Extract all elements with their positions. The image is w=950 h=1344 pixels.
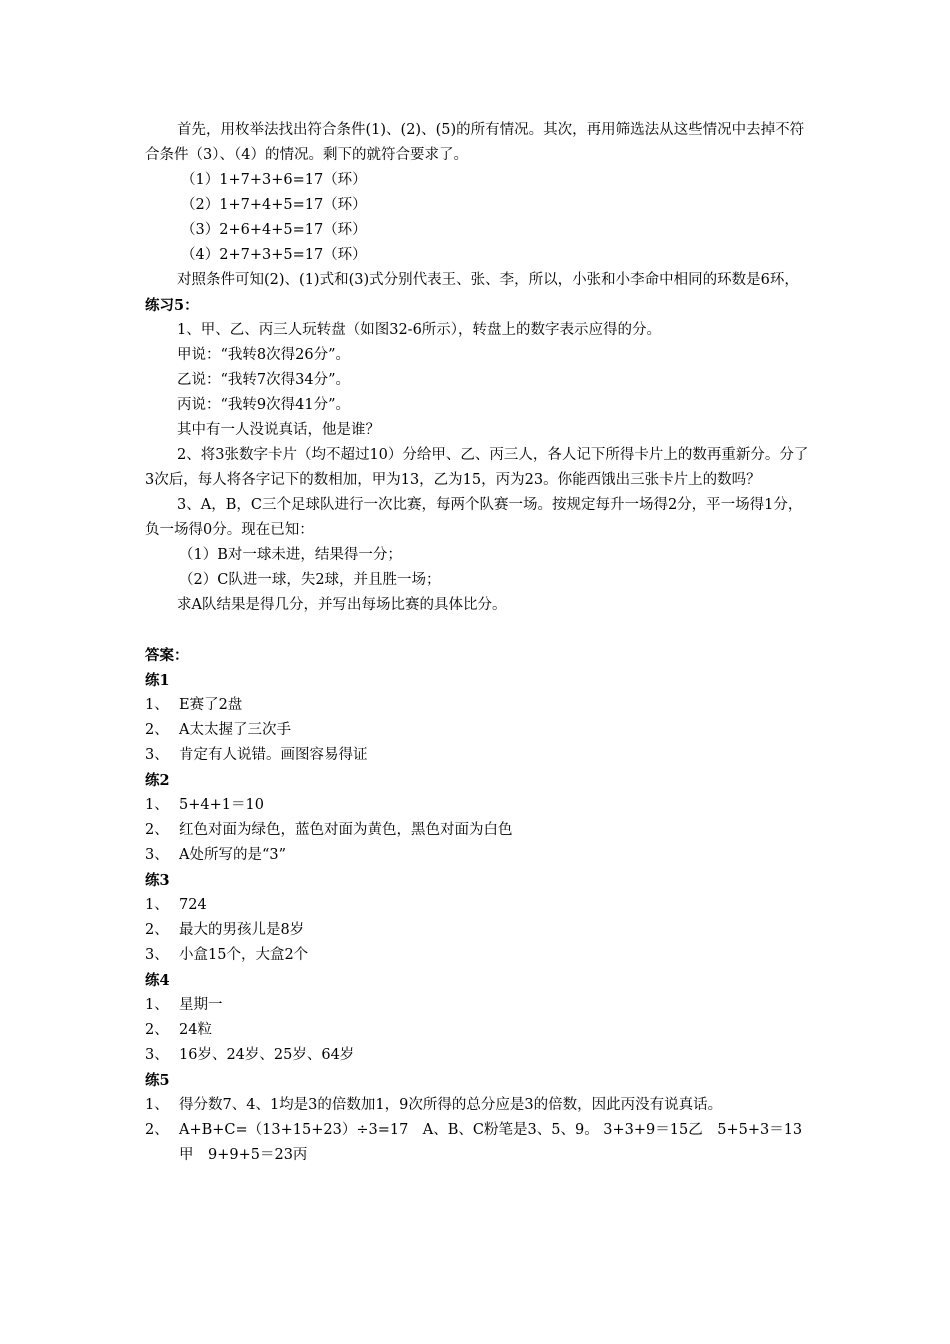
answer-section-title: 练4 — [145, 972, 170, 989]
question-1-statement: 乙说：“我转7次得34分”。 — [177, 372, 351, 388]
answer-number: 1、 — [145, 697, 169, 713]
question-2: 2、将3张数字卡片（均不超过10）分给甲、乙、丙三人，各人记下所得卡片上的数再重新分。分了3次后，每人将各字记下的数相加，甲为13，乙为15，丙为23。你能西饿出三张卡片上的数吗？ — [145, 447, 809, 488]
answer-text: 724 — [179, 897, 207, 913]
answer-section-title: 练1 — [145, 672, 170, 689]
intro-paragraph: 首先，用枚举法找出符合条件(1)、(2)、(5)的所有情况。其次，再用筛选法从这些情况中去掉不符合条件（3）、（4）的情况。剩下的就符合要求了。 — [145, 122, 805, 163]
answer-item — [145, 793, 810, 818]
answer-number: 2、 — [145, 1122, 169, 1138]
answer-number: 1、 — [145, 897, 169, 913]
answer-number: 2、 — [145, 722, 169, 738]
answer-item — [145, 1118, 810, 1168]
answer-number: 3、 — [145, 847, 169, 863]
answer-text: A+B+C=（13+15+23）÷3=17 A、B、C粉笔是3、5、9。 3+3+9＝15乙 5+5+3＝13甲 9+9+5＝23丙 — [179, 1122, 803, 1163]
answer-item — [145, 893, 810, 918]
answer-text: 5+4+1＝10 — [179, 797, 264, 813]
answer-number: 2、 — [145, 822, 169, 838]
conclusion-paragraph: 对照条件可知(2)、(1)式和(3)式分别代表王、张、李，所以，小张和小李命中相同的环数是6环， — [177, 272, 799, 288]
spacer — [145, 618, 810, 643]
answer-item — [145, 743, 810, 768]
answer-item — [145, 693, 810, 718]
answer-number: 3、 — [145, 947, 169, 963]
answer-number: 3、 — [145, 1047, 169, 1063]
answer-text: 星期一 — [179, 997, 223, 1013]
question-3-ask: 求A队结果是得几分，并写出每场比赛的具体比分。 — [177, 597, 507, 613]
answer-item — [145, 1018, 810, 1043]
answer-text: 24粒 — [179, 1022, 212, 1038]
answers-heading: 答案： — [145, 647, 189, 664]
exercise5-heading: 练习5： — [145, 297, 199, 314]
answer-number: 1、 — [145, 997, 169, 1013]
answer-text: 肯定有人说错。画图容易得证 — [179, 747, 368, 763]
answer-item — [145, 818, 810, 843]
answer-text: 16岁、24岁、25岁、64岁 — [179, 1047, 355, 1063]
answer-text: 红色对面为绿色，蓝色对面为黄色，黑色对面为白色 — [179, 822, 513, 838]
answer-number: 3、 — [145, 747, 169, 763]
answer-item — [145, 993, 810, 1018]
question-1-ask: 其中有一人没说真话，他是谁？ — [177, 422, 380, 438]
answer-section-title: 练5 — [145, 1072, 170, 1089]
answer-number: 2、 — [145, 922, 169, 938]
question-1-statement: 丙说：“我转9次得41分”。 — [177, 397, 351, 413]
answer-item — [145, 918, 810, 943]
answer-section-title: 练2 — [145, 772, 170, 789]
answer-text: A处所写的是“3” — [179, 847, 287, 863]
answer-text: 得分数7、4、1均是3的倍数加1，9次所得的总分应是3的倍数，因此丙没有说真话。 — [179, 1097, 723, 1113]
case-line: （4）2+7+3+5=17（环） — [181, 247, 367, 263]
case-line: （3）2+6+4+5=17（环） — [181, 222, 367, 238]
answer-text: A太太握了三次手 — [179, 722, 291, 738]
answer-number: 1、 — [145, 797, 169, 813]
answer-text: 小盒15个，大盒2个 — [179, 947, 309, 963]
answer-item — [145, 718, 810, 743]
answer-item — [145, 1043, 810, 1068]
document-page — [145, 118, 810, 1168]
question-3-condition: （1）B对一球未进，结果得一分； — [179, 547, 402, 563]
answer-item — [145, 843, 810, 868]
answer-text: 最大的男孩儿是8岁 — [179, 922, 305, 938]
question-1: 1、甲、乙、丙三人玩转盘（如图32-6所示），转盘上的数字表示应得的分。 — [177, 322, 662, 338]
question-3-condition: （2）C队进一球，失2球，并且胜一场； — [179, 572, 441, 588]
answer-text: E赛了2盘 — [179, 697, 243, 713]
answer-section-title: 练3 — [145, 872, 170, 889]
answer-number: 2、 — [145, 1022, 169, 1038]
answer-item — [145, 943, 810, 968]
case-line: （1）1+7+3+6=17（环） — [181, 172, 367, 188]
question-3: 3、A，B，C三个足球队进行一次比赛，每两个队赛一场。按规定每升一场得2分，平一场得1分，负一场得0分。现在已知： — [145, 497, 803, 538]
answer-item — [145, 1093, 810, 1118]
case-line: （2）1+7+4+5=17（环） — [181, 197, 367, 213]
answer-number: 1、 — [145, 1097, 169, 1113]
question-1-statement: 甲说：“我转8次得26分”。 — [177, 347, 351, 363]
